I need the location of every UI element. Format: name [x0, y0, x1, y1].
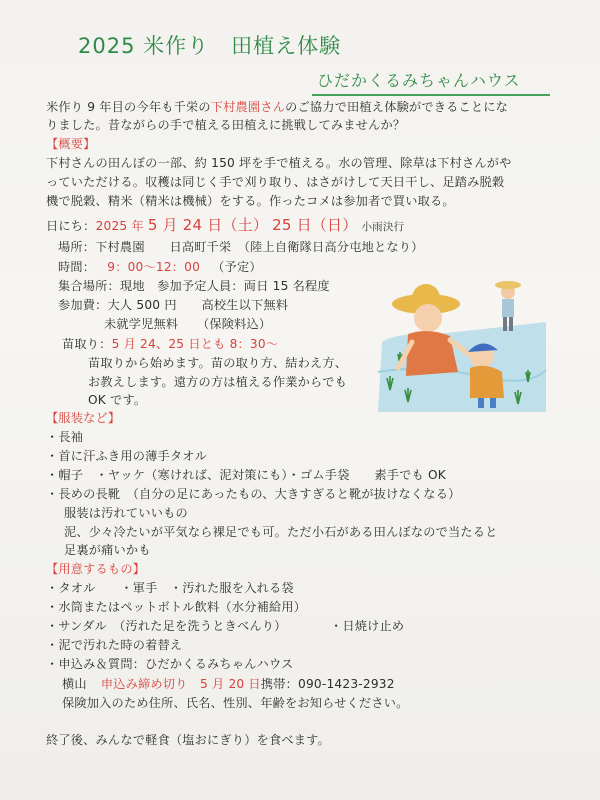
rice-planting-illustration	[378, 272, 546, 412]
clothing-item-4: ・長めの長靴 （自分の足にあったもの、大きすぎると靴が抜けなくなる）	[46, 487, 461, 501]
date-line	[46, 214, 404, 235]
overview-line-1: 下村さんの田んぼの一部、約 150 坪を手で植える。水の管理、除草は下村さんがや	[46, 156, 512, 170]
overview-heading: 【概要】	[46, 137, 96, 151]
seedling-text-2: お教えします。遠方の方は植える作業からでも	[88, 375, 348, 389]
date-day-1: 5 月 24 日（土）	[147, 216, 269, 234]
clothing-item-1: ・長袖	[46, 430, 84, 444]
clothing-note-3: 足裏が痛いかも	[64, 543, 151, 557]
contact-name: 横山	[62, 677, 87, 691]
bring-item-4: ・泥で汚れた時の着替え	[46, 638, 183, 652]
place-line: 場所：下村農園 日高町千栄 （陸上自衛隊日高分屯地となり）	[58, 240, 424, 254]
application-deadline: 申込み締め切り 5 月 20 日	[100, 677, 261, 691]
organizer-name: ひだかくるみちゃんハウス	[317, 71, 521, 90]
intro-text-a: 米作り 9 年目の今年も千栄の	[46, 100, 211, 114]
seedling-time: 5 月 24、25 日とも 8：30〜	[111, 337, 279, 351]
bring-item-sunscreen: ・日焼け止め	[330, 619, 405, 633]
footer-note: 終了後、みんなで軽食（塩おにぎり）を食べます。	[46, 733, 330, 747]
seedling-text-1: 苗取りから始めます。苗の取り方、結わえ方、	[88, 356, 348, 370]
seedling-text-3: OK です。	[88, 393, 147, 407]
time-label: 時間：	[58, 260, 96, 274]
bring-heading: 【用意するもの】	[46, 562, 146, 576]
date-year: 2025 年	[95, 219, 144, 233]
farm-name: 下村農園さん	[210, 100, 286, 114]
organizer-underline	[312, 94, 550, 96]
clothing-note-2: 泥、少々冷たいが平気なら裸足でも可。ただ小石がある田んぼなので当たると	[64, 525, 498, 539]
overview-line-3: 機で脱穀、精米（精米は機械）をする。作ったコメは参加者で買い取る。	[46, 194, 455, 208]
flyer-title: 2025 米作り 田植え体験	[78, 34, 342, 58]
clothing-note-1: 服装は汚れていいもの	[64, 506, 188, 520]
apply-line-1: ・申込み＆質問：ひだかくるみちゃんハウス	[46, 657, 294, 671]
overview-line-2: っていただける。収穫は同じく手で刈り取り、はさがけして天日干し、足踏み脱穀	[46, 175, 505, 189]
seedling-label: 苗取り：	[62, 337, 112, 351]
bring-item-1: ・タオル ・軍手 ・汚れた服を入れる袋	[46, 581, 294, 595]
seedling-line	[62, 335, 278, 352]
intro-line-2: りました。昔ながらの手で植える田植えに挑戦してみませんか？	[46, 118, 406, 132]
clothing-item-3: ・帽子 ・ヤッケ（寒ければ、泥対策にも）・ゴム手袋 素手でも OK	[46, 468, 446, 482]
bring-item-2: ・水筒またはペットボトル飲料（水分補給用）	[46, 600, 307, 614]
phone-number: 携帯：090-1423-2932	[260, 677, 395, 691]
rain-note: 小雨決行	[361, 221, 405, 233]
clothing-heading: 【服装など】	[46, 411, 121, 425]
date-day-2: 25 日（日）	[272, 216, 358, 234]
clothing-item-2: ・首に汗ふき用の薄手タオル	[46, 449, 208, 463]
intro-line-1	[46, 98, 508, 115]
bring-item-3: ・サンダル （汚れた足を洗うときべんり）	[46, 619, 287, 633]
fee-line-1: 参加費：大人 500 円 高校生以下無料	[58, 298, 289, 312]
time-line	[58, 258, 262, 275]
apply-line-2	[62, 675, 395, 692]
intro-text-c: のご協力で田植え体験ができることにな	[285, 100, 509, 114]
apply-line-3: 保険加入のため住所、氏名、性別、年齢をお知らせください。	[62, 696, 409, 710]
date-label: 日にち：	[46, 219, 96, 233]
meeting-line: 集合場所：現地 参加予定人員：両日 15 名程度	[58, 279, 330, 293]
time-value: 9：00〜12：00	[107, 260, 201, 274]
fee-line-2: 未就学児無料 （保険料込）	[104, 317, 272, 331]
time-note: （予定）	[212, 260, 262, 274]
